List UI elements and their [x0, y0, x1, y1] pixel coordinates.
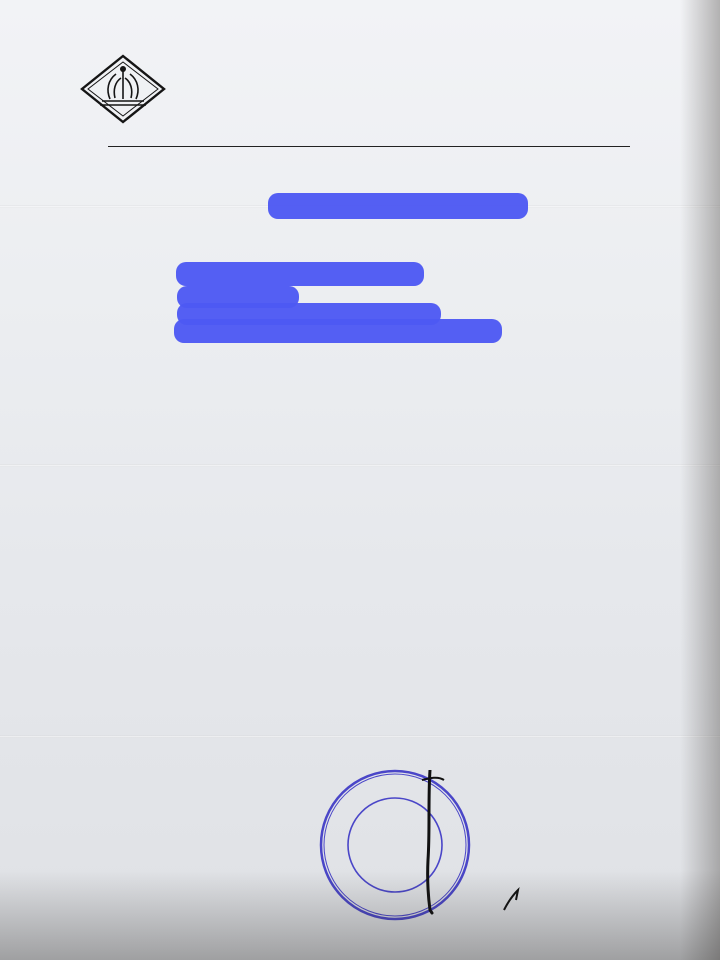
paper-fold [0, 464, 720, 467]
redacted-address [174, 319, 502, 343]
paper-fold [0, 735, 720, 738]
redacted-name [176, 262, 424, 286]
ministry-emblem-icon [80, 54, 166, 124]
header-divider [108, 146, 630, 147]
photo-shadow [0, 870, 720, 960]
photo-shadow [680, 0, 720, 960]
redacted-number [268, 193, 528, 219]
